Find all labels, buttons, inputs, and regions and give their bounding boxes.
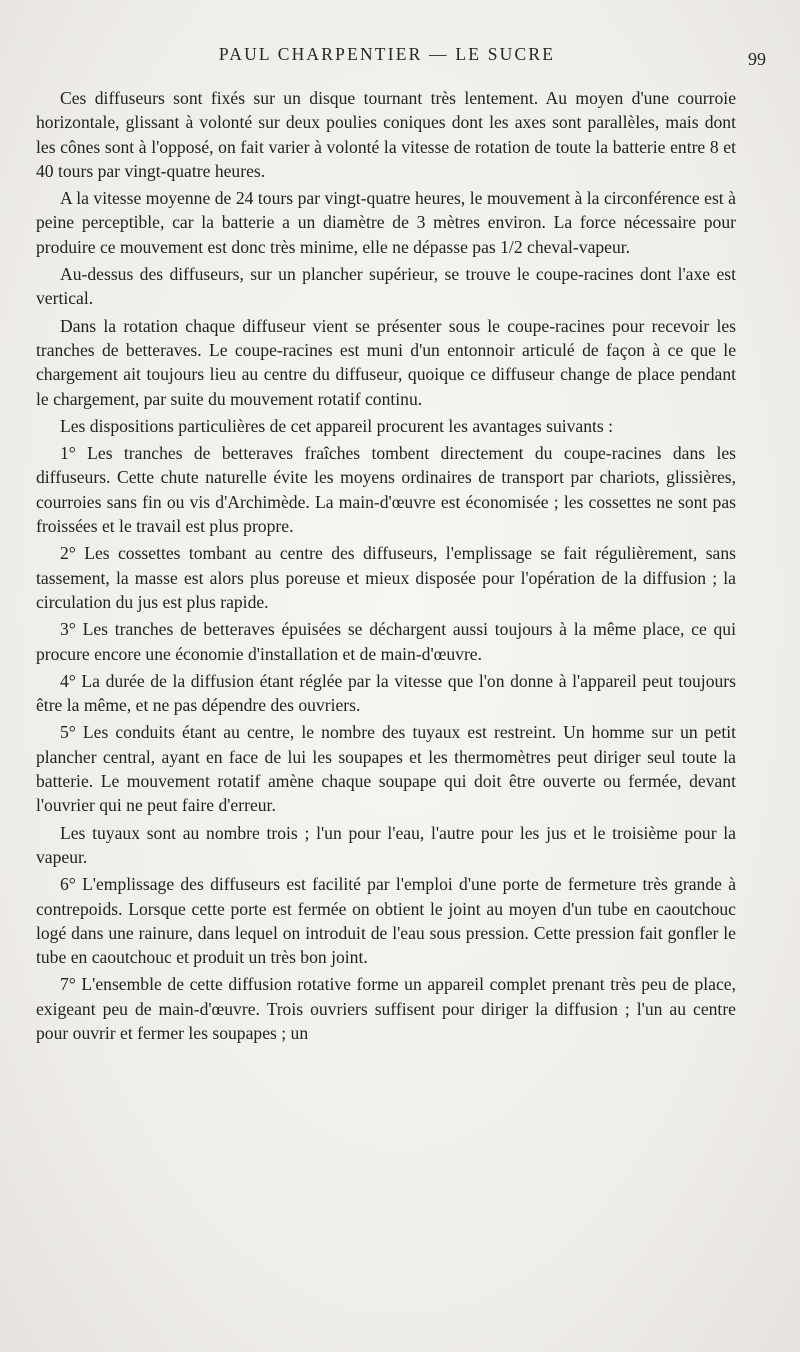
page-number: 99 [748, 49, 766, 69]
body-text [36, 86, 736, 1048]
paragraph: 7° L'ensemble de cette diffusion rotative forme un appareil complet prenant très peu de place, exigeant peu de main-d'œuvre. Trois ouvriers suffisent pour diriger la diffusion ; l'un au centre pour ouvrir et fermer les soupapes ; un [36, 974, 736, 1043]
paragraph: 1° Les tranches de betteraves fraîches tombent directement du coupe-racines dans les diffuseurs. Cette chute naturelle évite les moyens ordinaires de transport par chariots, glissières, courroies sans fin ou vis d'Archimède. La main-d'œuvre est économisée ; les cossettes ne sont pas froissées et le travail est plus propre. [36, 443, 736, 537]
paragraph: 2° Les cossettes tombant au centre des diffuseurs, l'emplissage se fait régulièrement, sans tassement, la masse est alors plus poreuse et mieux disposée pour l'opération de la diffusion ; la circulation du jus est plus rapide. [36, 543, 736, 612]
paragraph: Ces diffuseurs sont fixés sur un disque tournant très lentement. Au moyen d'une courroie horizontale, glissant à volonté sur deux poulies coniques dont les axes sont parallèles, mais dont les cônes sont à l'opposé, on fait varier à volonté la vitesse de rotation de toute la batterie entre 8 et 40 tours par vingt-quatre heures. [36, 88, 736, 181]
paragraph: 5° Les conduits étant au centre, le nombre des tuyaux est restreint. Un homme sur un petit plancher central, ayant en face de lui les soupapes et les thermomètres peut diriger seul toute la batterie. Le mouvement rotatif amène chaque soupape qui doit être ouverte ou fermée, devant l'ouvrier qui ne peut faire d'erreur. [36, 722, 736, 816]
paragraph: 6° L'emplissage des diffuseurs est facilité par l'emploi d'une porte de fermeture très grande à contrepoids. Lorsque cette porte est fermée on obtient le joint au moyen d'un tube en caoutchouc logé dans une rainure, dans lequel on introduit de l'eau sous pression. Cette pression fait gonfler le tube en caoutchouc et produit un très bon joint. [36, 874, 736, 968]
paragraph: 4° La durée de la diffusion étant réglée par la vitesse que l'on donne à l'appareil peut toujours être la même, et ne pas dépendre des ouvriers. [36, 670, 736, 716]
running-head: PAUL CHARPENTIER — LE SUCRE [218, 44, 556, 64]
paragraph: Dans la rotation chaque diffuseur vient se présenter sous le coupe-racines pour recevoir les tranches de betteraves. Le coupe-racines est muni d'un entonnoir articulé de façon à ce que le chargement ait toujours lieu au centre du diffuseur, quoique ce diffuseur change de place pendant le chargement, par suite du mouvement rotatif continu. [36, 315, 736, 409]
paragraph: A la vitesse moyenne de 24 tours par vingt-quatre heures, le mouvement à la circonférence est à peine perceptible, car la batterie a un diamètre de 3 mètres environ. La force nécessaire pour produire ce mouvement est donc très minime, elle ne dépasse pas 1/2 cheval-vapeur. [36, 188, 736, 257]
paragraph: 3° Les tranches de betteraves épuisées se déchargent aussi toujours à la même place, ce qui procure encore une économie d'installation et de main-d'œuvre. [36, 619, 736, 664]
paragraph: Au-dessus des diffuseurs, sur un plancher supérieur, se trouve le coupe-racines dont l'axe est vertical. [36, 264, 736, 309]
paragraph: Les tuyaux sont au nombre trois ; l'un pour l'eau, l'autre pour les jus et le troisième pour la vapeur. [36, 822, 736, 867]
page-header [36, 44, 766, 70]
paragraph: Les dispositions particulières de cet appareil procurent les avantages suivants : [60, 415, 614, 436]
